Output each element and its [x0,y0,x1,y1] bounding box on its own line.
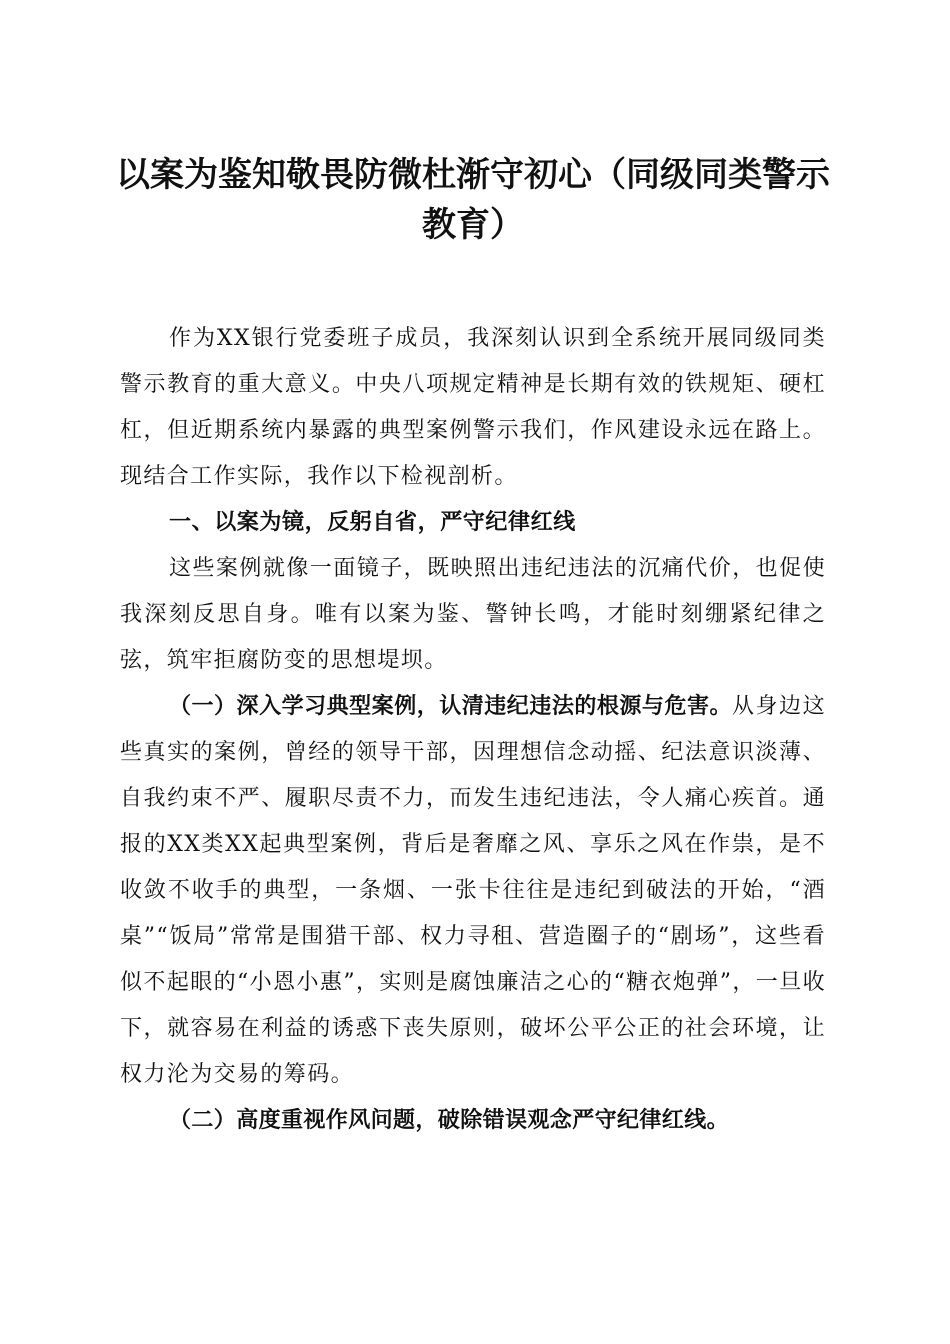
subsection-1-body: 从身边这些真实的案例，曾经的领导干部，因理想信念动摇、纪法意识淡薄、自我约束不严、履职尽责不力，而发生违纪违法，令人痛心疾首。通报的XX类XX起典型案例，背后是奢靡之风、享乐之风在作祟，是不收敛不收手的典型，一条烟、一张卡往往是违纪到破法的开始，“酒桌”“饭局”常常是围猎干部、权力寻租、营造圈子的“剧场”，这些看似不起眼的“小恩小惠”，实则是腐蚀廉洁之心的“糖衣炮弹”，一旦收下，就容易在利益的诱惑下丧失原则，破坏公平公正的社会环境，让权力沦为交易的筹码。 [120,694,826,1087]
document-body [120,316,826,1144]
section-1-heading: 一、以案为镜，反躬自省，严守纪律红线 [169,510,576,535]
subsection-2-heading: （二）高度重视作风问题，破除错误观念严守纪律红线。 [169,1108,730,1133]
subsection-1-heading: （一）深入学习典型案例，认清违纪违法的根源与危害。 [169,694,733,719]
section-1-paragraph: 这些案例就像一面镜子，既映照出违纪违法的沉痛代价，也促使我深刻反思自身。唯有以案为鉴、警钟长鸣，才能时刻绷紧纪律之弦，筑牢拒腐防变的思想堤坝。 [120,556,826,673]
intro-paragraph: 作为XX银行党委班子成员，我深刻认识到全系统开展同级同类警示教育的重大意义。中央八项规定精神是长期有效的铁规矩、硬杠杠，但近期系统内暴露的典型案例警示我们，作风建设永远在路上。现结合工作实际，我作以下检视剖析。 [120,326,826,489]
subsection-2-paragraph [120,1098,826,1144]
subsection-1-paragraph [120,684,826,1098]
document-page [116,0,830,1344]
document-title: 以案为鉴知敬畏防微杜渐守初心（同级同类警示教育） [116,155,830,245]
